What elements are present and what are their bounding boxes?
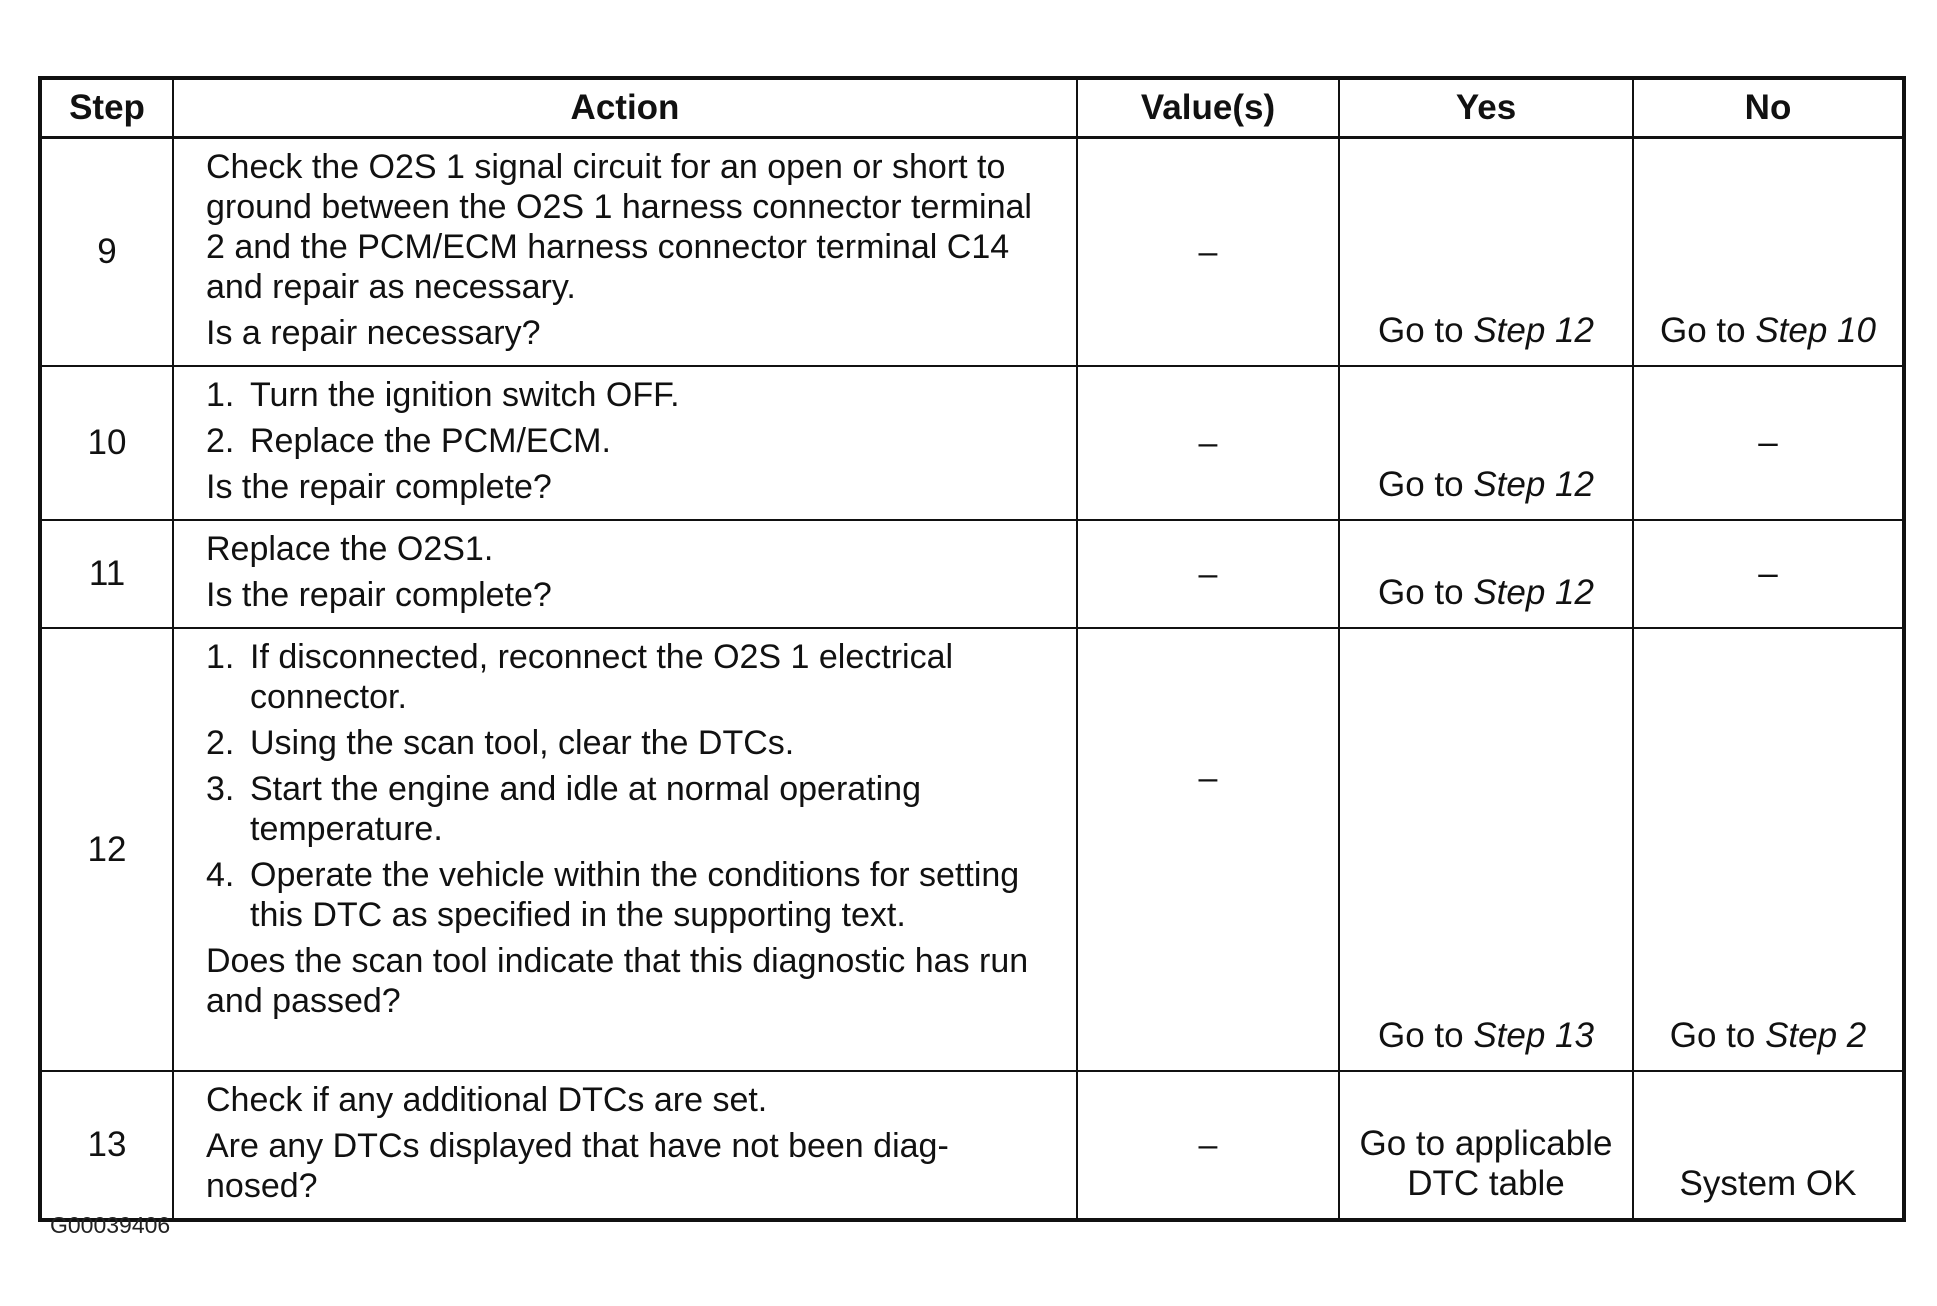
action-cell: [173, 520, 1077, 628]
yes-step-ref: Step 13: [1473, 1016, 1594, 1055]
list-number: 3.: [206, 770, 235, 808]
yes-cell: [1339, 628, 1633, 1071]
list-item: [206, 421, 1048, 461]
step-number: 12: [40, 628, 173, 1071]
list-item: [206, 769, 1048, 849]
table-row: [40, 138, 1904, 367]
step-number: 10: [40, 366, 173, 520]
no-cell: [1633, 628, 1904, 1071]
yes-cell: [1339, 366, 1633, 520]
value-cell: –: [1077, 366, 1339, 520]
list-item: [206, 723, 1048, 763]
action-question: Is the repair complete?: [206, 468, 552, 506]
no-prefix: Go to: [1660, 311, 1756, 350]
action-cell: [173, 628, 1077, 1071]
header-no: No: [1633, 78, 1904, 138]
value-cell: –: [1077, 138, 1339, 367]
list-number: 1.: [206, 638, 235, 676]
action-text: Replace the O2S1.: [206, 530, 494, 568]
yes-cell: Go to applicable DTC table: [1339, 1071, 1633, 1220]
table-row: [40, 366, 1904, 520]
action-text: Check if any additional DTCs are set.: [206, 1081, 768, 1119]
table-row: [40, 628, 1904, 1071]
step-number: 9: [40, 138, 173, 367]
list-item-text: Operate the vehicle within the conditions for setting this DTC as specified in the supporting text.: [250, 856, 1020, 934]
value-cell: –: [1077, 1071, 1339, 1220]
table-row: [40, 520, 1904, 628]
list-number: 2.: [206, 724, 235, 762]
list-item-text: If disconnected, reconnect the O2S 1 electrical connector.: [250, 638, 954, 716]
list-item-text: Replace the PCM/ECM.: [250, 422, 611, 460]
header-yes: Yes: [1339, 78, 1633, 138]
no-cell: –: [1633, 520, 1904, 628]
yes-prefix: Go to: [1378, 573, 1474, 612]
step-number: 13: [40, 1071, 173, 1220]
list-number: 1.: [206, 376, 235, 414]
header-row: [40, 78, 1904, 138]
action-question: Are any DTCs displayed that have not been diag-nosed?: [206, 1127, 949, 1205]
list-item: [206, 637, 1048, 717]
no-cell: System OK: [1633, 1071, 1904, 1220]
action-list: [206, 375, 1048, 461]
yes-cell: [1339, 138, 1633, 367]
list-item: [206, 375, 1048, 415]
action-text: Check the O2S 1 signal circuit for an open or short to ground between the O2S 1 harness connector terminal 2 and the PCM/ECM harness connector terminal C14 and repair as necessary.: [206, 148, 1032, 306]
action-question: Is a repair necessary?: [206, 314, 541, 352]
header-action: Action: [173, 78, 1077, 138]
no-prefix: Go to: [1669, 1016, 1766, 1055]
list-number: 2.: [206, 422, 235, 460]
header-step: Step: [40, 78, 173, 138]
value-cell: –: [1077, 628, 1339, 1071]
table-row: [40, 1071, 1904, 1220]
yes-step-ref: Step 12: [1473, 311, 1594, 350]
header-values: Value(s): [1077, 78, 1339, 138]
step-number: 11: [40, 520, 173, 628]
action-cell: [173, 1071, 1077, 1220]
list-number: 4.: [206, 856, 235, 894]
value-cell: –: [1077, 520, 1339, 628]
action-question: Does the scan tool indicate that this diagnostic has run and passed?: [206, 942, 1029, 1020]
yes-step-ref: Step 12: [1473, 465, 1594, 504]
list-item-text: Turn the ignition switch OFF.: [250, 376, 680, 414]
no-cell: [1633, 138, 1904, 367]
yes-prefix: Go to: [1378, 1016, 1474, 1055]
yes-step-ref: Step 12: [1473, 573, 1594, 612]
list-item: [206, 855, 1048, 935]
action-cell: [173, 138, 1077, 367]
action-question: Is the repair complete?: [206, 576, 552, 614]
yes-cell: [1339, 520, 1633, 628]
action-cell: [173, 366, 1077, 520]
list-item-text: Using the scan tool, clear the DTCs.: [250, 724, 795, 762]
figure-id-label: G00039406: [50, 1212, 171, 1238]
no-step-ref: Step 2: [1765, 1016, 1867, 1055]
no-cell: –: [1633, 366, 1904, 520]
yes-prefix: Go to: [1378, 465, 1474, 504]
action-list: [206, 637, 1048, 935]
no-step-ref: Step 10: [1755, 311, 1876, 350]
diagnostic-table: [38, 76, 1906, 1222]
list-item-text: Start the engine and idle at normal operating temperature.: [250, 770, 922, 848]
yes-prefix: Go to: [1378, 311, 1474, 350]
